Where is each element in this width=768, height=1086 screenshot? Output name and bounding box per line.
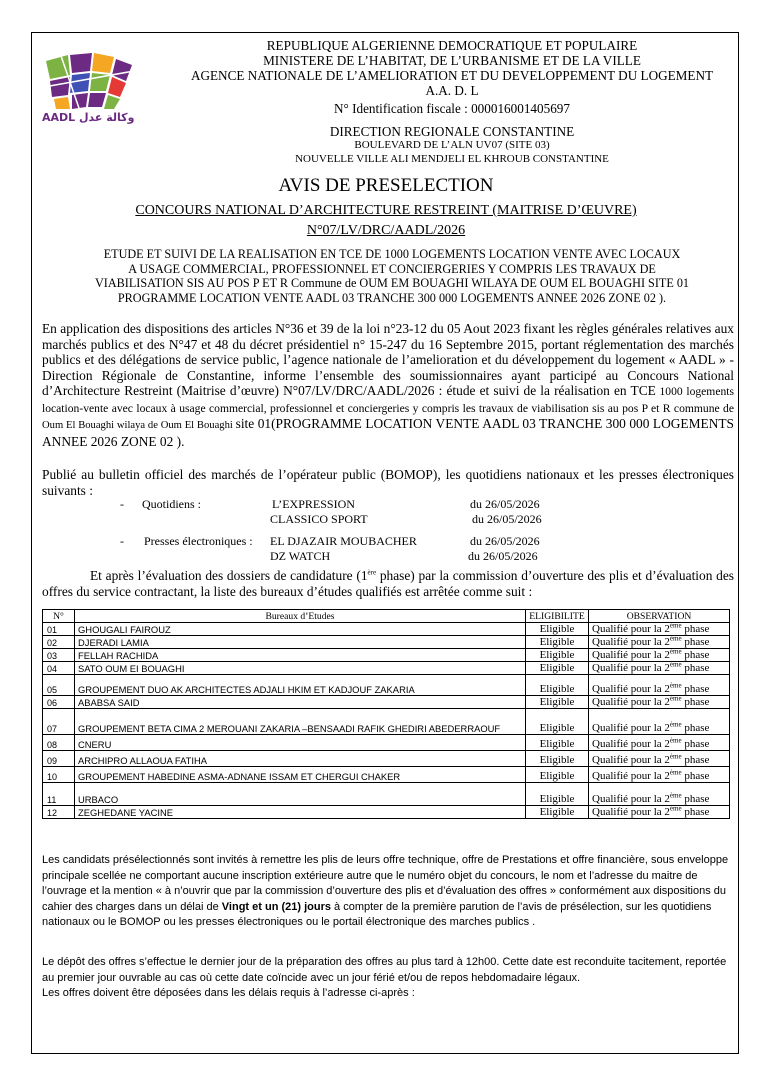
row-number: 04 bbox=[43, 662, 75, 675]
intro-text-small: 1000 logements location-vente avec locaux à usage commercial, professionnel et conciergeries y compris les travaux de viabilisation sis au pos P et R commune de bbox=[42, 385, 735, 415]
observation-text-end: phase bbox=[681, 662, 710, 674]
footer-text: Les candidats présélectionnés sont invités à remettre les plis de leurs offre technique, offre de Prestations et offre financière, sous enveloppe principale scellée ne comportant aucune inscription extérieure autre que le numéro objet du concours, le nom et l’adresse du maitre de l’ouvrage et la mention « à n’ouvrir que par la commission d’ouverture des plis et d’évaluation des offres » conformément aux dispositions du cahier des charges dans un délai de bbox=[42, 854, 729, 913]
header-number: N° bbox=[43, 610, 75, 623]
row-number: 03 bbox=[43, 649, 75, 662]
row-number: 05 bbox=[43, 675, 75, 696]
intro-paragraph bbox=[42, 321, 734, 449]
observation-text: Qualifié pour la 2 bbox=[592, 806, 670, 818]
observation-text-end: phase bbox=[681, 806, 710, 818]
table-row bbox=[43, 735, 730, 751]
observation-sup: ème bbox=[669, 681, 682, 690]
header-bureau: Bureaux d’Etudes bbox=[75, 610, 526, 623]
observation-text-end: phase bbox=[681, 623, 710, 635]
observation-cell bbox=[589, 662, 730, 675]
observation-sup: ème bbox=[669, 752, 682, 761]
observation-cell bbox=[589, 783, 730, 806]
row-number: 08 bbox=[43, 735, 75, 751]
electronic-press-label: Presses électroniques : bbox=[144, 534, 253, 548]
header-eligibility: ELIGIBILITE bbox=[526, 610, 589, 623]
eligibility-cell: Eligible bbox=[526, 623, 589, 636]
object-line: VIABILISATION SIS AU POS P ET R Commune de OUM EM BOUAGHI WILAYA DE OUM EL BOUAGHI SITE 01 bbox=[94, 276, 690, 290]
observation-text-end: phase bbox=[681, 738, 710, 750]
newspapers-label: Quotidiens : bbox=[142, 497, 201, 511]
eligibility-cell: Eligible bbox=[526, 675, 589, 696]
row-number: 09 bbox=[43, 751, 75, 767]
bureau-name: ABABSA SAID bbox=[75, 696, 526, 709]
observation-sup: ème bbox=[669, 791, 682, 800]
observation-text: Qualifié pour la 2 bbox=[592, 770, 670, 782]
object-line: PROGRAMME LOCATION VENTE AADL 03 TRANCHE 300 000 LOGEMENTS ANNEE 2026 ZONE 02 ). bbox=[117, 290, 667, 305]
qualified-bureaus-table bbox=[42, 609, 730, 819]
bureau-name: FELLAH RACHIDA bbox=[75, 649, 526, 662]
observation-text-end: phase bbox=[681, 754, 710, 766]
eligibility-cell: Eligible bbox=[526, 662, 589, 675]
observation-cell bbox=[589, 767, 730, 783]
table-row bbox=[43, 636, 730, 649]
observation-cell bbox=[589, 735, 730, 751]
dash-bullet: - bbox=[120, 534, 124, 548]
project-object bbox=[62, 247, 722, 305]
publication-date: du 26/05/2026 bbox=[470, 534, 540, 548]
newspaper-name: L’EXPRESSION bbox=[272, 497, 355, 511]
observation-text: Qualifié pour la 2 bbox=[592, 623, 670, 635]
bureau-name: ARCHIPRO ALLAOUA FATIHA bbox=[75, 751, 526, 767]
press-name: DZ WATCH bbox=[270, 549, 331, 563]
eligibility-cell: Eligible bbox=[526, 649, 589, 662]
table-row bbox=[43, 709, 730, 735]
observation-cell bbox=[589, 751, 730, 767]
eligibility-cell: Eligible bbox=[526, 696, 589, 709]
observation-text-end: phase bbox=[681, 636, 710, 648]
table-header-row bbox=[43, 610, 730, 623]
header-direction: DIRECTION REGIONALE CONSTANTINE bbox=[329, 124, 575, 139]
intro-text: En application des dispositions des articles N°36 et 39 de la loi n°23-12 du 05 Aout 2023 fixant les règles générales relatives aux marchés publics et des N°47 et 48 du décret présidentiel n° 15-247 du 16 Septembre 2015, portant réglementation des marchés publics et des délégations de service public, l’agence nationale de l’amelioration et du développement du logement « AADL » - Direction Régionale de Constantine, informe l’ensemble des soumissionnaires ayant participé au Concours National d’Architecture Restreint (Maitrise d’œuvre) N°07/LV/DRC/AADL/2026 : étude et suivi de la réalisation en TCE bbox=[42, 321, 734, 398]
evaluation-sup: ère bbox=[367, 568, 377, 577]
row-number: 06 bbox=[43, 696, 75, 709]
header-tax-id: N° Identification fiscale : 000016001405697 bbox=[333, 101, 570, 116]
row-number: 12 bbox=[43, 806, 75, 819]
observation-text-end: phase bbox=[681, 683, 710, 695]
footer-paragraph-3: Les offres doivent être déposées dans les délais requis à l’adresse ci-après : bbox=[42, 987, 415, 999]
observation-cell bbox=[589, 636, 730, 649]
observation-text: Qualifié pour la 2 bbox=[592, 662, 670, 674]
eligibility-cell: Eligible bbox=[526, 767, 589, 783]
observation-text: Qualifié pour la 2 bbox=[592, 793, 670, 805]
evaluation-text-end: phase) par la commission d’ouverture des plis et d’évaluation des offres du service contractant, la liste des bureaux d’études qualifiés est arrêtée comme suit : bbox=[42, 568, 734, 599]
dash-bullet: - bbox=[120, 497, 124, 511]
bureau-name: ZEGHEDANE YACINE bbox=[75, 806, 526, 819]
observation-text: Qualifié pour la 2 bbox=[592, 722, 670, 734]
table-row bbox=[43, 649, 730, 662]
table-row bbox=[43, 662, 730, 675]
observation-text: Qualifié pour la 2 bbox=[592, 754, 670, 766]
eligibility-cell: Eligible bbox=[526, 806, 589, 819]
observation-cell bbox=[589, 696, 730, 709]
header-republic: REPUBLIQUE ALGERIENNE DEMOCRATIQUE ET POPULAIRE bbox=[266, 38, 638, 53]
bureau-name: CNERU bbox=[75, 735, 526, 751]
observation-cell bbox=[589, 623, 730, 636]
observation-text: Qualifié pour la 2 bbox=[592, 683, 670, 695]
bureau-name: URBACO bbox=[75, 783, 526, 806]
observation-sup: ème bbox=[669, 736, 682, 745]
notice-title: AVIS DE PRESELECTION bbox=[278, 175, 494, 196]
bureau-name: GROUPEMENT DUO AK ARCHITECTES ADJALI HKIM ET KADJOUF ZAKARIA bbox=[75, 675, 526, 696]
aadl-logo-mosaic-icon bbox=[40, 51, 136, 111]
observation-sup: ème bbox=[669, 720, 682, 729]
object-line: A USAGE COMMERCIAL, PROFESSIONNEL ET CONCIERGERIES Y COMPRIS LES TRAVAUX DE bbox=[128, 261, 656, 276]
observation-cell bbox=[589, 675, 730, 696]
header-address-2: NOUVELLE VILLE ALI MENDJELI EL KHROUB CONSTANTINE bbox=[295, 153, 609, 165]
header-observation: OBSERVATION bbox=[589, 610, 730, 623]
table-row bbox=[43, 751, 730, 767]
observation-text: Qualifié pour la 2 bbox=[592, 738, 670, 750]
table-row bbox=[43, 767, 730, 783]
eligibility-cell: Eligible bbox=[526, 783, 589, 806]
row-number: 10 bbox=[43, 767, 75, 783]
row-number: 02 bbox=[43, 636, 75, 649]
publication-date: du 26/05/2026 bbox=[468, 549, 538, 563]
eligibility-cell: Eligible bbox=[526, 735, 589, 751]
press-name: EL DJAZAIR MOUBACHER bbox=[270, 534, 417, 548]
observation-text: Qualifié pour la 2 bbox=[592, 649, 670, 661]
intro-text-location: Oum El Bouaghi wilaya de Oum El Bouaghi bbox=[42, 420, 236, 431]
bureau-name: SATO OUM EI BOUAGHI bbox=[75, 662, 526, 675]
row-number: 11 bbox=[43, 783, 75, 806]
table-row bbox=[43, 696, 730, 709]
header-acronym: A.A. D. L bbox=[425, 83, 479, 98]
table-row bbox=[43, 623, 730, 636]
intro-text-end: site 01(PROGRAMME LOCATION VENTE AADL 03 TRANCHE 300 000 LOGEMENTS ANNEE 2026 ZONE 02 ). bbox=[42, 416, 734, 449]
observation-sup: ème bbox=[669, 621, 682, 630]
observation-text-end: phase bbox=[681, 696, 710, 708]
contest-reference: N°07/LV/DRC/AADL/2026 bbox=[306, 223, 466, 238]
footer-text-end: à compter de la première parution de l’avis de présélection, sur les quotidiens nationaux ou le BOMOP ou les presses électroniques ou le portail électronique des marches publics . bbox=[42, 900, 712, 929]
footer-paragraph-1 bbox=[42, 853, 732, 931]
header-address-1: BOULEVARD DE L’ALN UV07 (SITE 03) bbox=[354, 139, 550, 151]
row-number: 01 bbox=[43, 623, 75, 636]
eligibility-cell: Eligible bbox=[526, 751, 589, 767]
object-line: ETUDE ET SUIVI DE LA REALISATION EN TCE DE 1000 LOGEMENTS LOCATION VENTE AVEC LOCAUX bbox=[103, 247, 681, 261]
observation-text-end: phase bbox=[681, 649, 710, 661]
bureau-name: GROUPEMENT HABEDINE ASMA-ADNANE ISSAM ET CHERGUI CHAKER bbox=[75, 767, 526, 783]
observation-cell bbox=[589, 806, 730, 819]
table-row bbox=[43, 783, 730, 806]
observation-sup: ème bbox=[669, 634, 682, 643]
table-body bbox=[43, 623, 730, 819]
publication-date: du 26/05/2026 bbox=[472, 512, 542, 526]
footer-paragraph-2: Le dépôt des offres s’effectue le dernier jour de la préparation des offres au plus tard à 12h00. Cette date est reconduite tacitement, reportée au premier jour ouvrable au cas où cette date coïncide avec un jour férié et/ou de repos hebdomadaire légaux. bbox=[42, 956, 727, 984]
observation-cell bbox=[589, 649, 730, 662]
eligibility-cell: Eligible bbox=[526, 709, 589, 735]
bureau-name: DJERADI LAMIA bbox=[75, 636, 526, 649]
evaluation-paragraph bbox=[42, 568, 734, 599]
publication-date: du 26/05/2026 bbox=[470, 497, 540, 511]
header-agency: AGENCE NATIONALE DE L’AMELIORATION ET DU DEVELOPPEMENT DU LOGEMENT bbox=[190, 68, 714, 83]
observation-text: Qualifié pour la 2 bbox=[592, 636, 670, 648]
observation-text-end: phase bbox=[681, 770, 710, 782]
row-number: 07 bbox=[43, 709, 75, 735]
bureau-name: GHOUGALI FAIROUZ bbox=[75, 623, 526, 636]
deadline-bold: Vingt et un (21) jours bbox=[221, 900, 331, 913]
table-row bbox=[43, 675, 730, 696]
observation-sup: ème bbox=[669, 660, 682, 669]
contest-title: CONCOURS NATIONAL D’ARCHITECTURE RESTREINT (MAITRISE D’ŒUVRE) bbox=[135, 203, 637, 218]
publication-paragraph: Publié au bulletin officiel des marchés de l’opérateur public (BOMOP), les quotidiens nationaux et les presses électroniques suivants : bbox=[42, 467, 734, 498]
document-page bbox=[31, 32, 739, 1054]
observation-sup: ème bbox=[669, 804, 682, 813]
observation-sup: ème bbox=[669, 647, 682, 656]
observation-sup: ème bbox=[669, 768, 682, 777]
evaluation-text: Et après l’évaluation des dossiers de candidature (1 bbox=[90, 568, 368, 583]
bureau-name: GROUPEMENT BETA CIMA 2 MEROUANI ZAKARIA –BENSAADI RAFIK GHEDIRI ABEDERRAOUF bbox=[75, 709, 526, 735]
observation-cell bbox=[589, 709, 730, 735]
eligibility-cell: Eligible bbox=[526, 636, 589, 649]
table-row bbox=[43, 806, 730, 819]
aadl-logo-text: AADL وكالة عدل bbox=[42, 111, 135, 124]
observation-text-end: phase bbox=[681, 722, 710, 734]
newspaper-name: CLASSICO SPORT bbox=[270, 512, 368, 526]
observation-sup: ème bbox=[669, 694, 682, 703]
observation-text: Qualifié pour la 2 bbox=[592, 696, 670, 708]
observation-text-end: phase bbox=[681, 793, 710, 805]
header-ministry: MINISTERE DE L’HABITAT, DE L’URBANISME ET DE LA VILLE bbox=[263, 53, 641, 68]
